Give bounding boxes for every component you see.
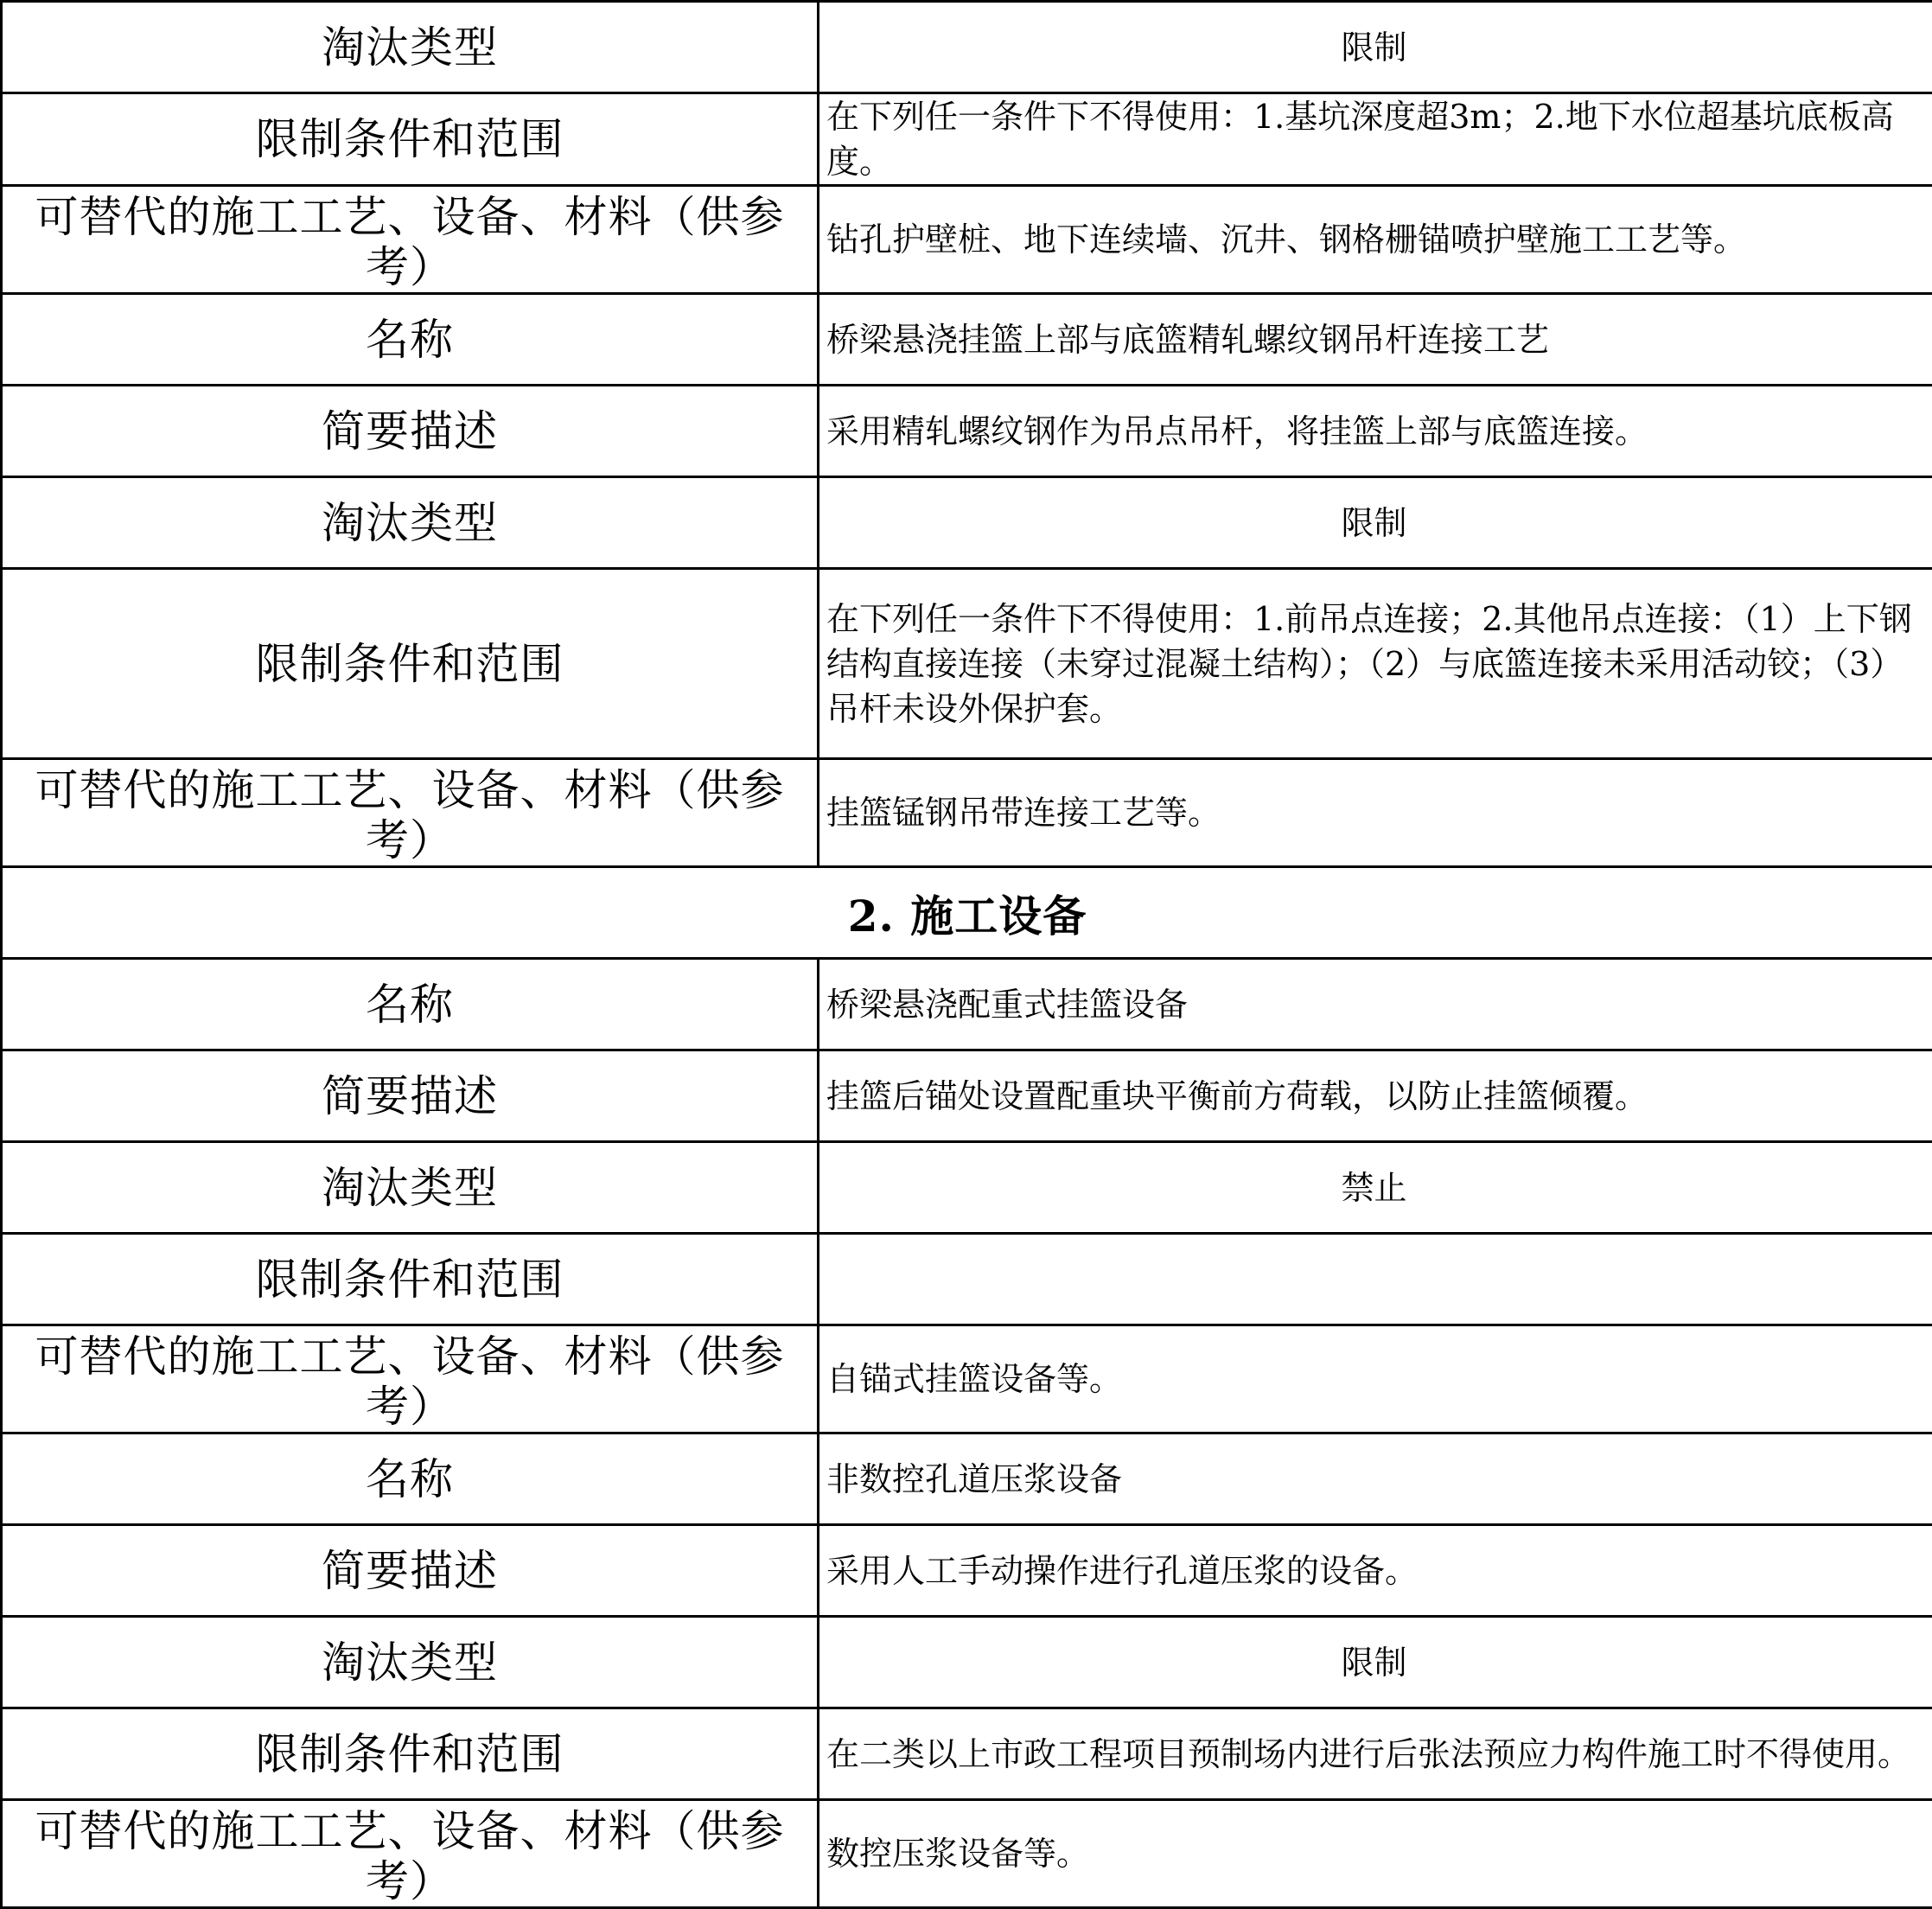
row-value-cell[interactable] bbox=[819, 759, 1932, 867]
row-label: 简要描述 bbox=[322, 1546, 498, 1596]
table-row bbox=[2, 1525, 1932, 1617]
row-label-cell[interactable] bbox=[2, 1142, 819, 1234]
row-value-cell[interactable] bbox=[819, 186, 1932, 294]
row-value: 限制 bbox=[826, 1640, 1922, 1685]
table-row bbox=[2, 759, 1932, 867]
table-row bbox=[2, 2, 1932, 93]
row-label-cell[interactable] bbox=[2, 1433, 819, 1525]
row-label-cell[interactable] bbox=[2, 1325, 819, 1433]
row-label: 简要描述 bbox=[322, 406, 498, 456]
table-row bbox=[2, 1617, 1932, 1708]
row-label: 限制条件和范围 bbox=[256, 639, 564, 689]
row-value: 数控压浆设备等。 bbox=[826, 1831, 1922, 1876]
row-value-cell[interactable] bbox=[819, 1142, 1932, 1234]
table-row bbox=[2, 1800, 1932, 1908]
row-value-cell[interactable] bbox=[819, 1325, 1932, 1433]
section-heading-cell[interactable] bbox=[2, 867, 1932, 959]
row-label-cell[interactable] bbox=[2, 569, 819, 759]
section-row bbox=[2, 867, 1932, 959]
row-label-cell[interactable] bbox=[2, 294, 819, 386]
row-value-cell[interactable] bbox=[819, 1708, 1932, 1800]
table-row bbox=[2, 1050, 1932, 1142]
table-row bbox=[2, 959, 1932, 1050]
row-value-cell[interactable] bbox=[819, 1433, 1932, 1525]
row-value-cell[interactable] bbox=[819, 1617, 1932, 1708]
table-row bbox=[2, 186, 1932, 294]
row-label-cell[interactable] bbox=[2, 1050, 819, 1142]
row-value: 限制 bbox=[826, 25, 1922, 70]
row-value: 在下列任一条件下不得使用：1.前吊点连接；2.其他吊点连接：（1）上下钢结构直接连接（未穿过混凝土结构）；（2）与底篮连接未采用活动铰；（3）吊杆未设外保护套。 bbox=[826, 597, 1922, 731]
row-label-cell[interactable] bbox=[2, 1234, 819, 1325]
row-label-cell[interactable] bbox=[2, 1525, 819, 1617]
table-row bbox=[2, 1708, 1932, 1800]
row-value: 采用人工手动操作进行孔道压浆的设备。 bbox=[826, 1548, 1922, 1593]
row-value-cell[interactable] bbox=[819, 477, 1932, 569]
table-row bbox=[2, 569, 1932, 759]
row-value: 钻孔护壁桩、地下连续墙、沉井、钢格栅锚喷护壁施工工艺等。 bbox=[826, 217, 1922, 262]
table-row bbox=[2, 477, 1932, 569]
row-value: 非数控孔道压浆设备 bbox=[826, 1457, 1922, 1502]
row-value: 限制 bbox=[826, 501, 1922, 546]
row-label: 名称 bbox=[366, 1454, 454, 1504]
row-value: 自锚式挂篮设备等。 bbox=[826, 1357, 1922, 1401]
row-value: 桥梁悬浇挂篮上部与底篮精轧螺纹钢吊杆连接工艺 bbox=[826, 317, 1922, 362]
row-label-cell[interactable] bbox=[2, 93, 819, 186]
row-value: 在下列任一条件下不得使用：1.基坑深度超3m；2.地下水位超基坑底板高度。 bbox=[826, 94, 1922, 184]
row-label: 限制条件和范围 bbox=[256, 1729, 564, 1779]
row-label: 淘汰类型 bbox=[322, 1638, 498, 1688]
row-value: 禁止 bbox=[826, 1165, 1922, 1210]
row-value-cell[interactable] bbox=[819, 959, 1932, 1050]
row-value: 采用精轧螺纹钢作为吊点吊杆，将挂篮上部与底篮连接。 bbox=[826, 409, 1922, 454]
row-value-cell[interactable] bbox=[819, 569, 1932, 759]
row-label-cell[interactable] bbox=[2, 2, 819, 93]
row-label: 可替代的施工工艺、设备、材料（供参考） bbox=[3, 1806, 817, 1906]
table-row bbox=[2, 294, 1932, 386]
table-row bbox=[2, 93, 1932, 186]
row-label: 淘汰类型 bbox=[322, 22, 498, 73]
row-value-cell[interactable] bbox=[819, 294, 1932, 386]
table-row bbox=[2, 1234, 1932, 1325]
row-value-cell[interactable] bbox=[819, 1800, 1932, 1908]
row-label: 可替代的施工工艺、设备、材料（供参考） bbox=[3, 1331, 817, 1432]
table-row bbox=[2, 386, 1932, 477]
row-value-cell[interactable] bbox=[819, 1234, 1932, 1325]
row-label-cell[interactable] bbox=[2, 386, 819, 477]
row-value: 挂篮锰钢吊带连接工艺等。 bbox=[826, 790, 1922, 835]
row-value-cell[interactable] bbox=[819, 1050, 1932, 1142]
table-row bbox=[2, 1142, 1932, 1234]
row-label: 名称 bbox=[366, 980, 454, 1030]
row-value-cell[interactable] bbox=[819, 93, 1932, 186]
row-value-cell[interactable] bbox=[819, 2, 1932, 93]
row-label-cell[interactable] bbox=[2, 1708, 819, 1800]
row-label-cell[interactable] bbox=[2, 477, 819, 569]
table-row bbox=[2, 1325, 1932, 1433]
row-label-cell[interactable] bbox=[2, 759, 819, 867]
row-label: 名称 bbox=[366, 315, 454, 365]
row-label-cell[interactable] bbox=[2, 1800, 819, 1908]
row-label: 淘汰类型 bbox=[322, 498, 498, 548]
row-label-cell[interactable] bbox=[2, 1617, 819, 1708]
row-label: 限制条件和范围 bbox=[256, 114, 564, 164]
row-value-cell[interactable] bbox=[819, 386, 1932, 477]
row-value-cell[interactable] bbox=[819, 1525, 1932, 1617]
row-value: 挂篮后锚处设置配重块平衡前方荷载，以防止挂篮倾覆。 bbox=[826, 1074, 1922, 1119]
row-label: 限制条件和范围 bbox=[256, 1255, 564, 1305]
section-title: 2. 施工设备 bbox=[848, 891, 1087, 942]
row-value: 在二类以上市政工程项目预制场内进行后张法预应力构件施工时不得使用。 bbox=[826, 1732, 1922, 1777]
row-label: 可替代的施工工艺、设备、材料（供参考） bbox=[3, 192, 817, 292]
row-label-cell[interactable] bbox=[2, 959, 819, 1050]
table-row bbox=[2, 1433, 1932, 1525]
row-label: 淘汰类型 bbox=[322, 1163, 498, 1213]
row-label-cell[interactable] bbox=[2, 186, 819, 294]
row-value: 桥梁悬浇配重式挂篮设备 bbox=[826, 982, 1922, 1027]
row-label: 简要描述 bbox=[322, 1071, 498, 1121]
row-label: 可替代的施工工艺、设备、材料（供参考） bbox=[3, 765, 817, 865]
